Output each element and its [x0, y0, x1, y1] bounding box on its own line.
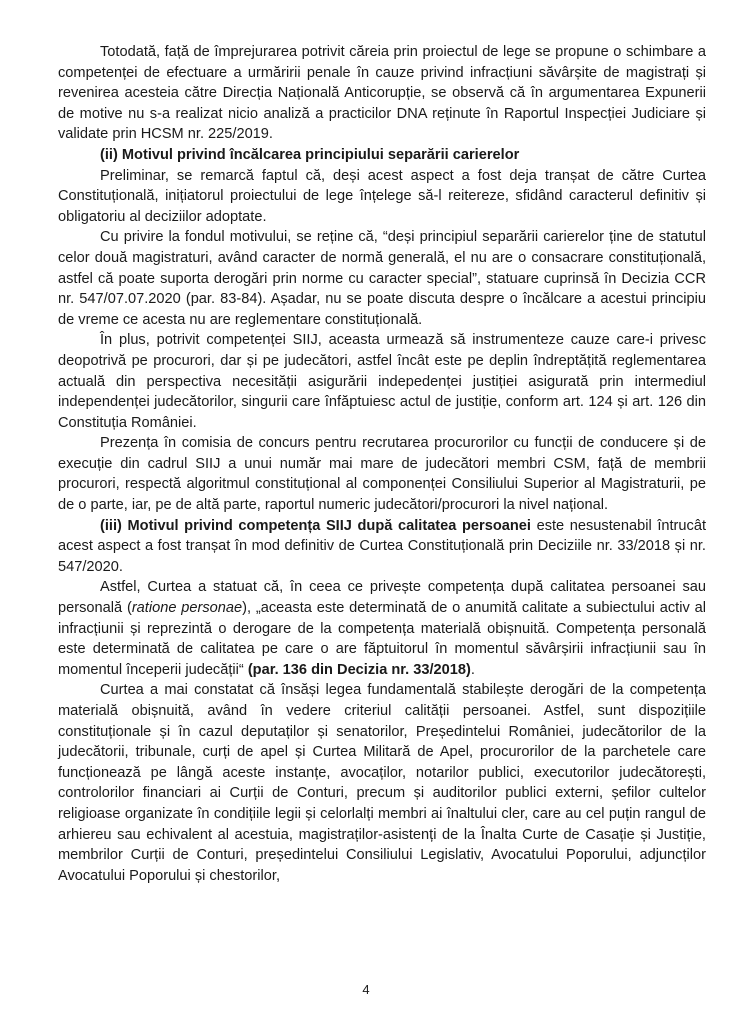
paragraph-siij-competence: În plus, potrivit competenței SIIJ, aceasta urmează să instrumenteze cauze care-i privesc deopotrivă pe procurori, dar și pe judecători, astfel încât este pe deplin îndreptățită reglementarea actuală din perspectiva necesității asigurării indepedenței justiției asigurată prin intermediul independenței judecătorilor, singurii care înfăptuiesc actul de justiție, conform art. 124 și art. 126 din Constituția României.: [58, 332, 706, 431]
court-ruling-citation: (par. 136 din Decizia nr. 33/2018): [247, 661, 471, 678]
section-heading-separation-of-careers: (ii) Motivul privind încălcarea principiului separării carierelor: [100, 146, 520, 163]
document-body: [58, 42, 706, 886]
section-heading-personal-competence: (iii) Motivul privind competența SIIJ după calitatea persoanei: [100, 517, 531, 534]
paragraph-merits: Cu privire la fondul motivului, se reține că, “deși principiul separării carierelor ține de statutul celor două magistraturi, având caracter de normă generală, el nu are o consacrare constituțională, astfel că poate suporta derogări prin norme cu caracter special”, statuare cuprinsă în Decizia CCR nr. 547/07.07.2020 (par. 83-84). Așadar, nu se poate discuta despre o încălcare a acestui principiu de vreme ce acesta nu are reglementare constituțională.: [58, 229, 706, 328]
court-ruling-end: .: [470, 661, 475, 678]
court-ruling-text-a: Astfel, Curtea a statuat că, în ceea ce privește competența după calitatea persoanei sau personală (: [58, 579, 706, 617]
paragraph-constitutional-derogations: Curtea a mai constatat că însăși legea fundamentală stabilește derogări de la competența materială obișnuită, având în vedere criteriul calității persoanei. Astfel, sunt dispozițiile constituționale și în cazul deputaților și senatorilor, Președintelui României, judecătorilor de la judecătorii, tribunale, curți de apel și Curtea Militară de Apel, procurorilor de la parchetele care funcționează pe lângă aceste instanțe, avocaților, notarilor publici, executorilor judecătorești, controlorilor financiari ai Curții de Conturi, precum și auditorilor publici externi, șefilor cultelor religioase organizate în condițiile legii și celorlalți membri ai înaltului cler, care au cel puțin rangul de arhiereu sau echivalent al acestuia, magistraților-asistenți de la Înalta Curte de Casație și Justiție, membrilor Curții de Conturi, președintelui Consiliului Legislativ, Avocatului Poporului, adjuncților Avocatului Poporului și chestorilor,: [58, 682, 706, 884]
court-ruling-quote: ), „aceasta este determinată de o anumită calitate a subiectului activ al infracțiunii și reprezintă o derogare de la competența materială obișnuită. Competența personală este determinată de calitatea pe care o are făptuitorul în momentul săvârșirii infracțiunii sau în momentul începerii judecății“: [58, 600, 706, 678]
paragraph-dna-competence: Totodată, față de împrejurarea potrivit căreia prin proiectul de lege se propune o schimbare a competenței de efectuare a urmăririi penale în cauze privind infracțiuni săvârșite de magistrați și revenirea acesteia către Direcția Națională Anticorupție, se observă că în argumentarea Expunerii de motive nu s-a realizat nicio analiză a practicilor DNA reținute în Raportul Inspecției Judiciare și validate prin HCSM nr. 225/2019.: [58, 44, 706, 143]
paragraph-personal-competence: [58, 516, 706, 578]
page-number: 4: [362, 982, 370, 997]
paragraph-preliminary: Preliminar, se remarcă faptul că, deși acest aspect a fost deja tranșat de către Curtea Constituțională, inițiatorul proiectului de lege înțelege să-l reitereze, sfidând caracterul definitiv și obligatoriu al deciziilor adoptate.: [58, 167, 706, 225]
paragraph-court-ruling: [58, 577, 706, 680]
ratione-personae-term: ratione personae: [131, 600, 243, 617]
paragraph-competition-committee: Prezența în comisia de concurs pentru recrutarea procurorilor cu funcții de conducere și de execuție din cadrul SIIJ a unui număr mai mare de judecători membri CSM, față de membrii procurori, respectă algoritmul constituțional al componenței Consiliului Superior al Magistraturii, pe de o parte, iar, pe de altă parte, raportul numeric judecători/procurori la nivel național.: [58, 435, 706, 514]
paragraph-personal-competence-text: este nesustenabil întrucât acest aspect a fost tranșat în mod definitiv de Curtea Constituțională prin Deciziile nr. 33/2018 și nr. 547/2020.: [58, 517, 707, 575]
